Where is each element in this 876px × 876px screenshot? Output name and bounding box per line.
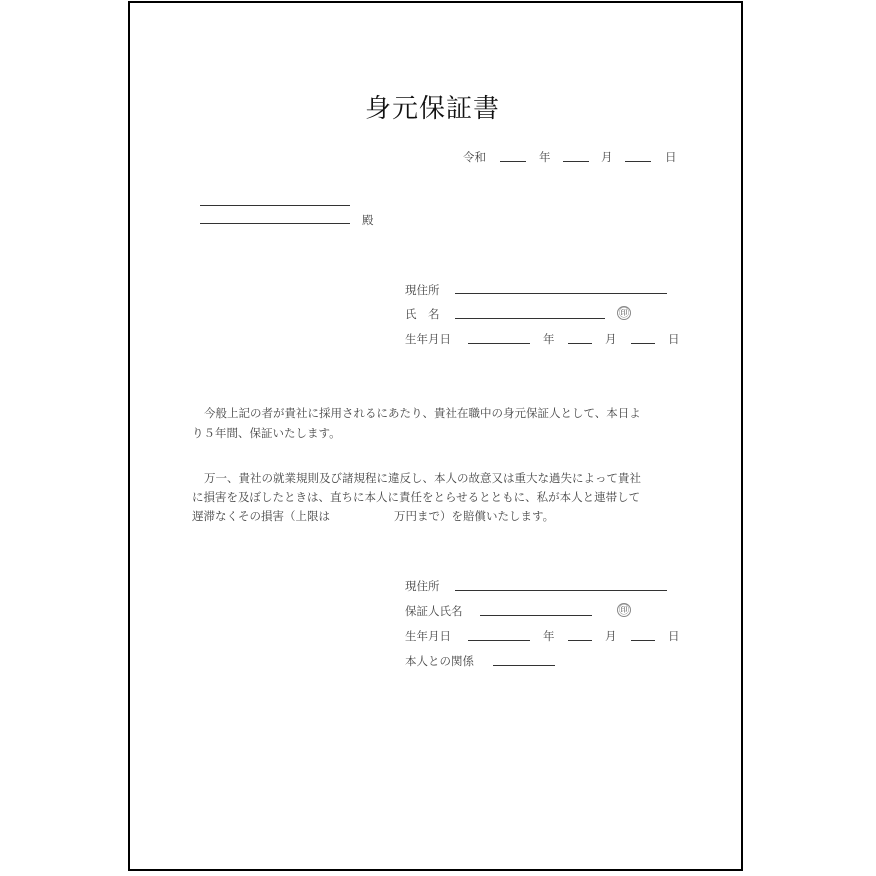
employee-name-label: 氏 名	[405, 307, 440, 321]
guarantor-relation-label: 本人との関係	[405, 654, 474, 668]
paragraph-1-line-1: 今般上記の者が貴社に採用されるにあたり、貴社在職中の身元保証人として、本日よ	[204, 406, 641, 420]
addressee-suffix: 殿	[362, 213, 374, 227]
guarantor-birth-day-label: 日	[668, 629, 680, 643]
paragraph-1-line-2: り５年間、保証いたします。	[192, 426, 341, 440]
employee-seal-icon: ㊞	[618, 307, 630, 319]
employee-birth-day-field[interactable]	[631, 343, 655, 344]
document-title: 身元保証書	[365, 94, 501, 124]
limit-amount-field[interactable]	[345, 521, 391, 522]
employee-birth-day-label: 日	[668, 332, 680, 346]
date-day-label: 日	[665, 150, 677, 164]
guarantor-birth-month-field[interactable]	[568, 640, 592, 641]
addressee-line-1[interactable]	[200, 205, 350, 206]
employee-birth-label: 生年月日	[405, 332, 451, 346]
date-day-field[interactable]	[625, 161, 651, 162]
addressee-line-2[interactable]	[200, 223, 350, 224]
employee-birth-year-label: 年	[543, 332, 555, 346]
employee-birth-month-field[interactable]	[568, 343, 592, 344]
paragraph-2-line-3-after: 万円まで）を賠償いたします。	[394, 509, 555, 523]
guarantor-birth-year-field[interactable]	[468, 640, 530, 641]
guarantor-birth-label: 生年月日	[405, 629, 451, 643]
date-year-field[interactable]	[500, 161, 526, 162]
date-month-field[interactable]	[563, 161, 589, 162]
guarantor-address-field[interactable]	[455, 590, 667, 591]
employee-birth-month-label: 月	[605, 332, 617, 346]
guarantor-birth-day-field[interactable]	[631, 640, 655, 641]
guarantor-birth-month-label: 月	[605, 629, 617, 643]
paragraph-2-line-2: に損害を及ぼしたときは、直ちに本人に責任をとらせるとともに、私が本人と連帯して	[192, 490, 641, 504]
employee-birth-year-field[interactable]	[468, 343, 530, 344]
date-era: 令和	[463, 150, 486, 164]
date-month-label: 月	[601, 150, 613, 164]
date-year-label: 年	[539, 150, 551, 164]
guarantor-name-label: 保証人氏名	[405, 604, 463, 618]
guarantor-relation-field[interactable]	[493, 665, 555, 666]
employee-address-label: 現住所	[405, 283, 440, 297]
guarantor-birth-year-label: 年	[543, 629, 555, 643]
employee-address-field[interactable]	[455, 293, 667, 294]
paragraph-2-line-1: 万一、貴社の就業規則及び諸規程に違反し、本人の故意又は重大な過失によって貴社	[204, 471, 641, 485]
guarantor-seal-icon: ㊞	[618, 604, 630, 616]
guarantor-address-label: 現住所	[405, 579, 440, 593]
employee-name-field[interactable]	[455, 318, 605, 319]
guarantor-name-field[interactable]	[480, 615, 592, 616]
paragraph-2-line-3-before: 遅滞なくその損害（上限は	[192, 509, 330, 523]
